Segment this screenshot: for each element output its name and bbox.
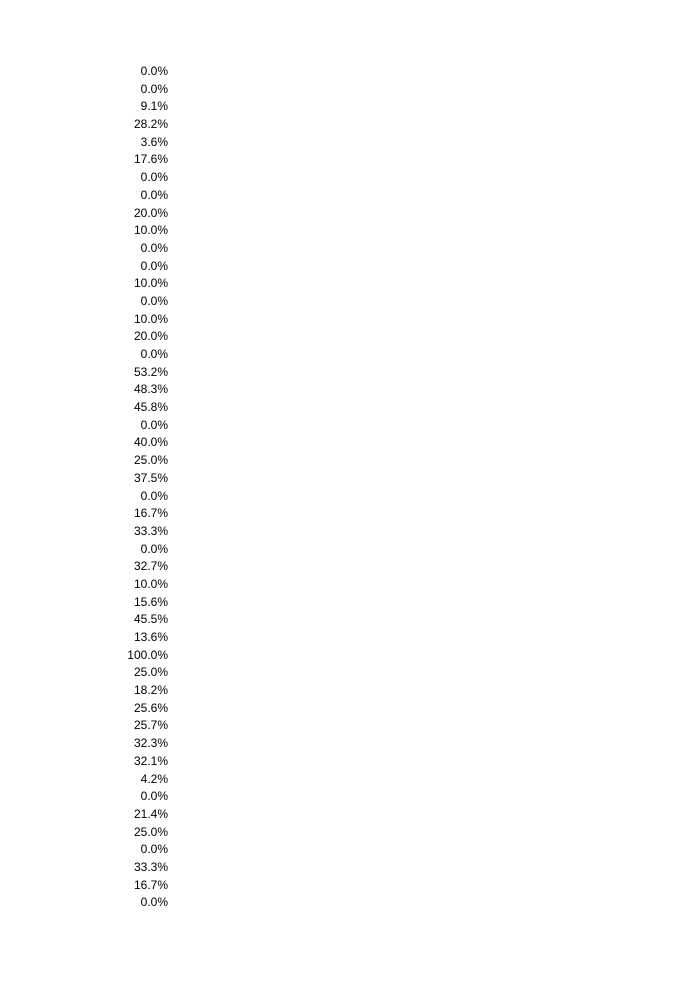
percentage-cell: 25.6% (133, 700, 168, 715)
percentage-column (100, 63, 168, 912)
percentage-cell: 25.0% (133, 665, 168, 680)
percentage-cell: 13.6% (133, 630, 168, 644)
percentage-cell: 21.4% (133, 806, 168, 821)
percentage-cell: 0.0% (140, 240, 168, 255)
percentage-cell: 0.0% (140, 488, 168, 503)
percentage-cell: 45.5% (133, 612, 168, 627)
percentage-cell: 25.0% (133, 824, 168, 839)
percentage-cell: 40.0% (133, 435, 168, 450)
percentage-cell: 32.3% (133, 736, 168, 751)
percentage-cell: 10.0% (133, 276, 168, 291)
percentage-cell: 45.8% (133, 400, 168, 415)
percentage-cell: 53.2% (133, 364, 168, 379)
percentage-cell: 20.0% (133, 329, 168, 344)
percentage-cell: 100.0% (127, 647, 168, 662)
percentage-cell: 10.0% (133, 311, 168, 326)
percentage-cell: 32.7% (133, 559, 168, 574)
percentage-cell: 0.0% (140, 541, 168, 556)
percentage-cell: 18.2% (133, 683, 168, 698)
percentage-cell: 3.6% (140, 134, 168, 149)
percentage-cell: 10.0% (133, 576, 168, 591)
percentage-cell: 16.7% (133, 506, 168, 521)
percentage-cell: 33.3% (133, 523, 168, 538)
percentage-cell: 0.0% (140, 187, 168, 202)
percentage-cell: 0.0% (140, 258, 168, 273)
percentage-cell: 17.6% (133, 152, 168, 167)
percentage-cell: 0.0% (140, 64, 168, 78)
percentage-cell: 15.6% (133, 594, 168, 609)
percentage-cell: 0.0% (140, 170, 168, 185)
percentage-cell: 25.0% (133, 453, 168, 468)
percentage-cell: 48.3% (133, 382, 168, 397)
percentage-cell: 0.0% (140, 895, 168, 910)
percentage-cell: 20.0% (133, 205, 168, 220)
percentage-cell: 16.7% (133, 877, 168, 892)
percentage-cell: 9.1% (140, 99, 168, 114)
percentage-cell: 0.0% (140, 417, 168, 432)
percentage-cell: 0.0% (140, 293, 168, 308)
percentage-cell: 4.2% (140, 771, 168, 786)
percentage-cell: 10.0% (133, 223, 168, 238)
percentage-cell: 0.0% (140, 81, 168, 96)
percentage-cell: 0.0% (140, 347, 168, 361)
percentage-cell: 33.3% (133, 859, 168, 874)
percentage-cell: 0.0% (140, 789, 168, 804)
percentage-cell: 28.2% (133, 117, 168, 132)
percentage-cell: 0.0% (140, 842, 168, 857)
percentage-cell: 32.1% (133, 753, 168, 768)
percentage-cell: 25.7% (133, 718, 168, 733)
percentage-cell: 37.5% (133, 470, 168, 485)
